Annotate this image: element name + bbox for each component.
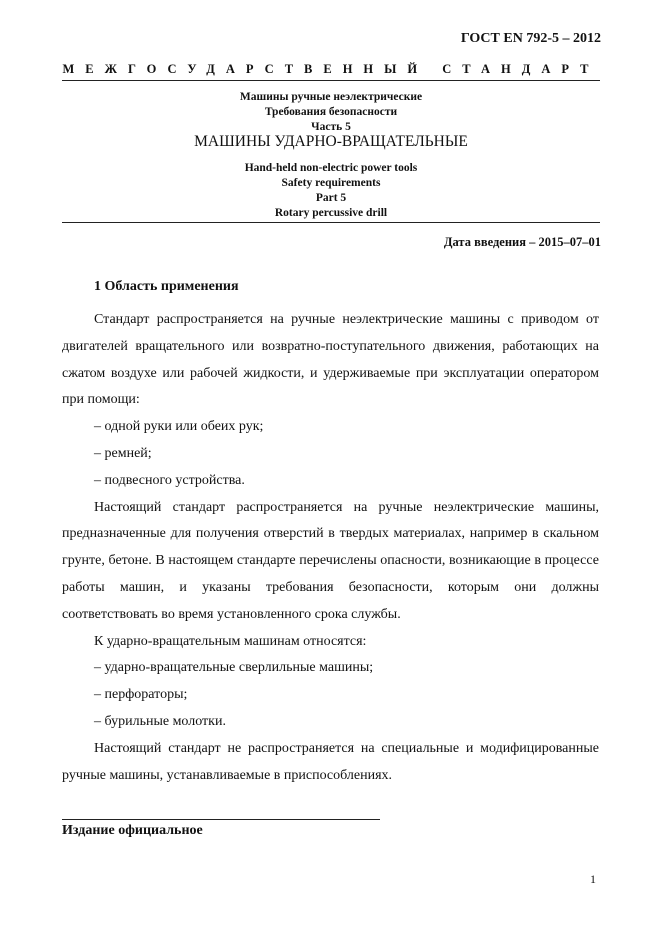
list-item: – бурильные молотки. [94, 713, 226, 729]
russian-part-line: Часть 5 [311, 121, 351, 133]
standard-type-banner: МЕЖГОСУДАРСТВЕННЫЙ СТАНДАРТ [62, 62, 600, 76]
document-title: МАШИНЫ УДАРНО-ВРАЩАТЕЛЬНЫЕ [194, 133, 468, 150]
title-divider [62, 222, 600, 223]
english-subtitle-line: Safety requirements [281, 177, 381, 189]
list-item: – одной руки или обеих рук; [94, 419, 264, 435]
english-part-title-line: Rotary percussive drill [274, 207, 388, 219]
footnote-divider [62, 819, 380, 820]
list-item: – перфораторы; [94, 687, 188, 703]
paragraph: Настоящий стандарт распространяется на ручные неэлектрические машины, предназначенные для получения отверстий в твердых материалах, например в скальном грунте, бетоне. В настоящем стандарте перечислены опасности, возникающие в процессе работы машин, и указаны требования безопасности, которым они должны соответствовать во время установленного срока службы. [62, 499, 599, 622]
russian-title-line: Машины ручные неэлектрические [239, 91, 423, 103]
edition-label: Издание официальное [62, 823, 203, 838]
body-text [62, 307, 599, 789]
english-title-line: Hand-held non-electric power tools [244, 162, 418, 174]
page-number: 1 [590, 872, 596, 886]
introduction-date: Дата введения – 2015–07–01 [443, 235, 601, 249]
english-part-line: Part 5 [315, 192, 347, 204]
section-heading: 1 Область применения [94, 279, 239, 294]
english-title-block [62, 161, 600, 221]
list-item: – подвесного устройства. [94, 472, 245, 488]
list-item: – ремней; [94, 445, 152, 461]
standard-code: ГОСТ EN 792-5 – 2012 [460, 31, 601, 46]
paragraph: Настоящий стандарт не распространяется на специальные и модифицированные ручные машины, устанавливаемые в приспособлениях. [62, 740, 599, 783]
russian-subtitle-line: Требования безопасности [264, 106, 398, 118]
top-divider [62, 80, 600, 81]
paragraph: Стандарт распространяется на ручные неэлектрические машины с приводом от двигателей вращательного или возвратно-поступательного движения, работающих на сжатом воздухе или рабочей жидкости, и удерживаемые при эксплуатации оператором при помощи: [62, 312, 599, 408]
paragraph: К ударно-вращательным машинам относятся: [94, 633, 367, 649]
list-item: – ударно-вращательные сверлильные машины; [94, 660, 374, 676]
russian-title-block [62, 90, 600, 135]
